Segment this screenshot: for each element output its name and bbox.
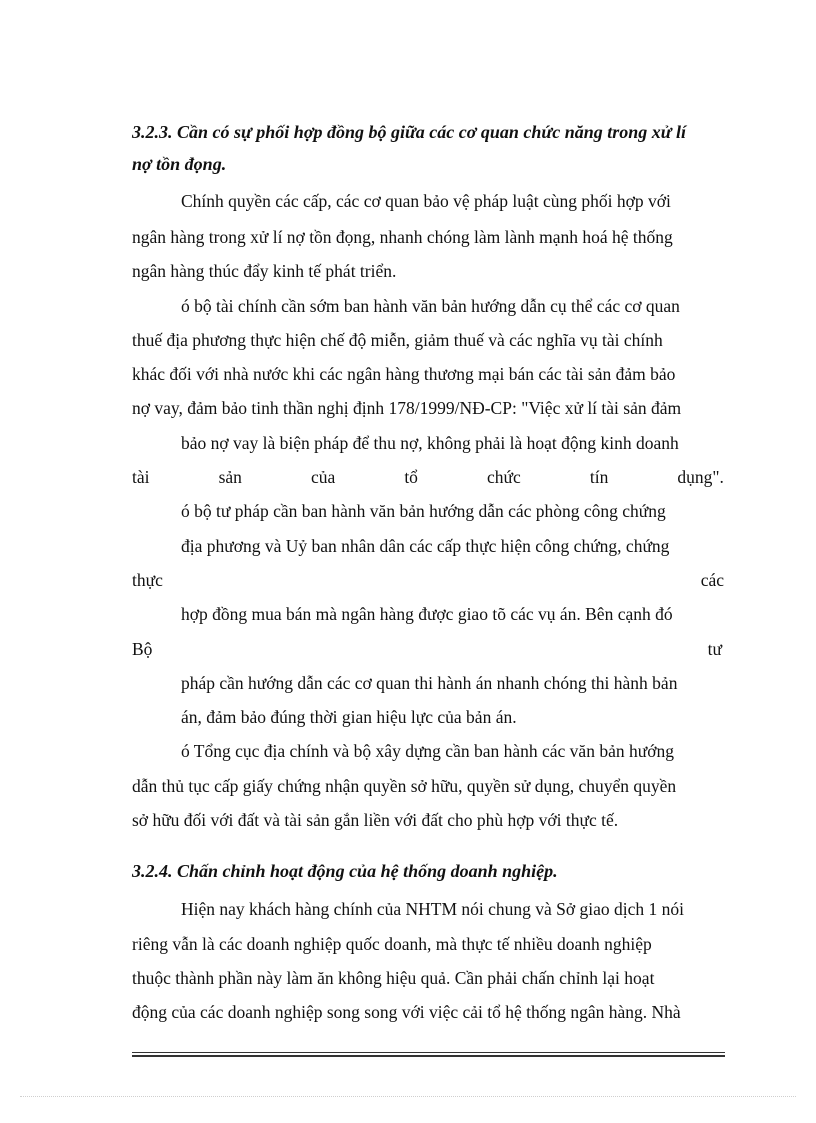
paragraph-line: pháp cần hướng dẫn các cơ quan thi hành án nhanh chóng thi hành bản (181, 673, 678, 693)
footer-rule-top (132, 1052, 725, 1053)
word: thực (132, 570, 163, 590)
paragraph-line: ó bộ tư pháp cần ban hành văn bản hướng dẫn các phòng công chứng (181, 501, 666, 521)
word: của (310, 467, 336, 487)
paragraph-line: thuế địa phương thực hiện chế độ miễn, giảm thuế và các nghĩa vụ tài chính (132, 330, 663, 350)
word: Bộ (132, 639, 153, 659)
justified-line (132, 569, 724, 591)
paragraph-line: án, đảm bảo đúng thời gian hiệu lực của bản án. (181, 707, 517, 727)
paragraph-line: thuộc thành phần này làm ăn không hiệu quả. Cần phải chấn chỉnh lại hoạt (132, 968, 655, 988)
paragraph-line: ó bộ tài chính cần sớm ban hành văn bản hướng dẫn cụ thể các cơ quan (181, 296, 680, 316)
paragraph-line: ngân hàng thúc đẩy kinh tế phát triển. (132, 261, 397, 281)
paragraph-line: sở hữu đối với đất và tài sản gắn liền với đất cho phù hợp với thực tế. (132, 810, 619, 830)
paragraph-line: Chính quyền các cấp, các cơ quan bảo vệ pháp luật cùng phối hợp với (181, 191, 671, 211)
section-heading-3-2-4: 3.2.4. Chấn chỉnh hoạt động của hệ thống doanh nghiệp. (132, 861, 558, 881)
justified-line (132, 466, 724, 488)
paragraph-line: ó Tổng cục địa chính và bộ xây dựng cần ban hành các văn bản hướng (181, 741, 674, 761)
paragraph-line: nợ vay, đảm bảo tinh thần nghị định 178/1999/NĐ-CP: "Việc xử lí tài sản đảm (132, 398, 682, 418)
section-heading-3-2-3-line2: nợ tồn đọng. (132, 154, 227, 174)
paragraph-line: dẫn thủ tục cấp giấy chứng nhận quyền sở hữu, quyền sử dụng, chuyển quyền (132, 776, 677, 796)
paragraph-line: khác đối với nhà nước khi các ngân hàng thương mại bán các tài sản đảm bảo (132, 364, 676, 384)
word: dụng". (677, 467, 724, 487)
page-bottom-dotted-border (20, 1096, 796, 1097)
paragraph-line: động của các doanh nghiệp song song với việc cải tổ hệ thống ngân hàng. Nhà (132, 1002, 681, 1022)
word: tài (132, 467, 150, 487)
paragraph-line: Hiện nay khách hàng chính của NHTM nói chung và Sở giao dịch 1 nói (181, 899, 685, 919)
word: tín (589, 467, 609, 487)
word: chức (487, 467, 521, 487)
footer-rule-bottom (132, 1055, 725, 1057)
paragraph-line: hợp đồng mua bán mà ngân hàng được giao tõ các vụ án. Bên cạnh đó (181, 604, 673, 624)
justified-line (132, 638, 722, 660)
paragraph-line: bảo nợ vay là biện pháp để thu nợ, không phải là hoạt động kinh doanh (181, 433, 679, 453)
word: sản (218, 467, 242, 487)
paragraph-line: địa phương và Uỷ ban nhân dân các cấp thực hiện công chứng, chứng (181, 536, 670, 556)
word: các (700, 570, 724, 590)
word: tổ (404, 467, 418, 487)
paragraph-line: riêng vẫn là các doanh nghiệp quốc doanh, mà thực tế nhiều doanh nghiệp (132, 934, 652, 954)
section-heading-3-2-3-line1: 3.2.3. Cần có sự phối hợp đồng bộ giữa các cơ quan chức năng trong xử lí (132, 122, 687, 142)
word: tư (707, 639, 722, 659)
paragraph-line: ngân hàng trong xử lí nợ tồn đọng, nhanh chóng làm lành mạnh hoá hệ thống (132, 227, 673, 247)
